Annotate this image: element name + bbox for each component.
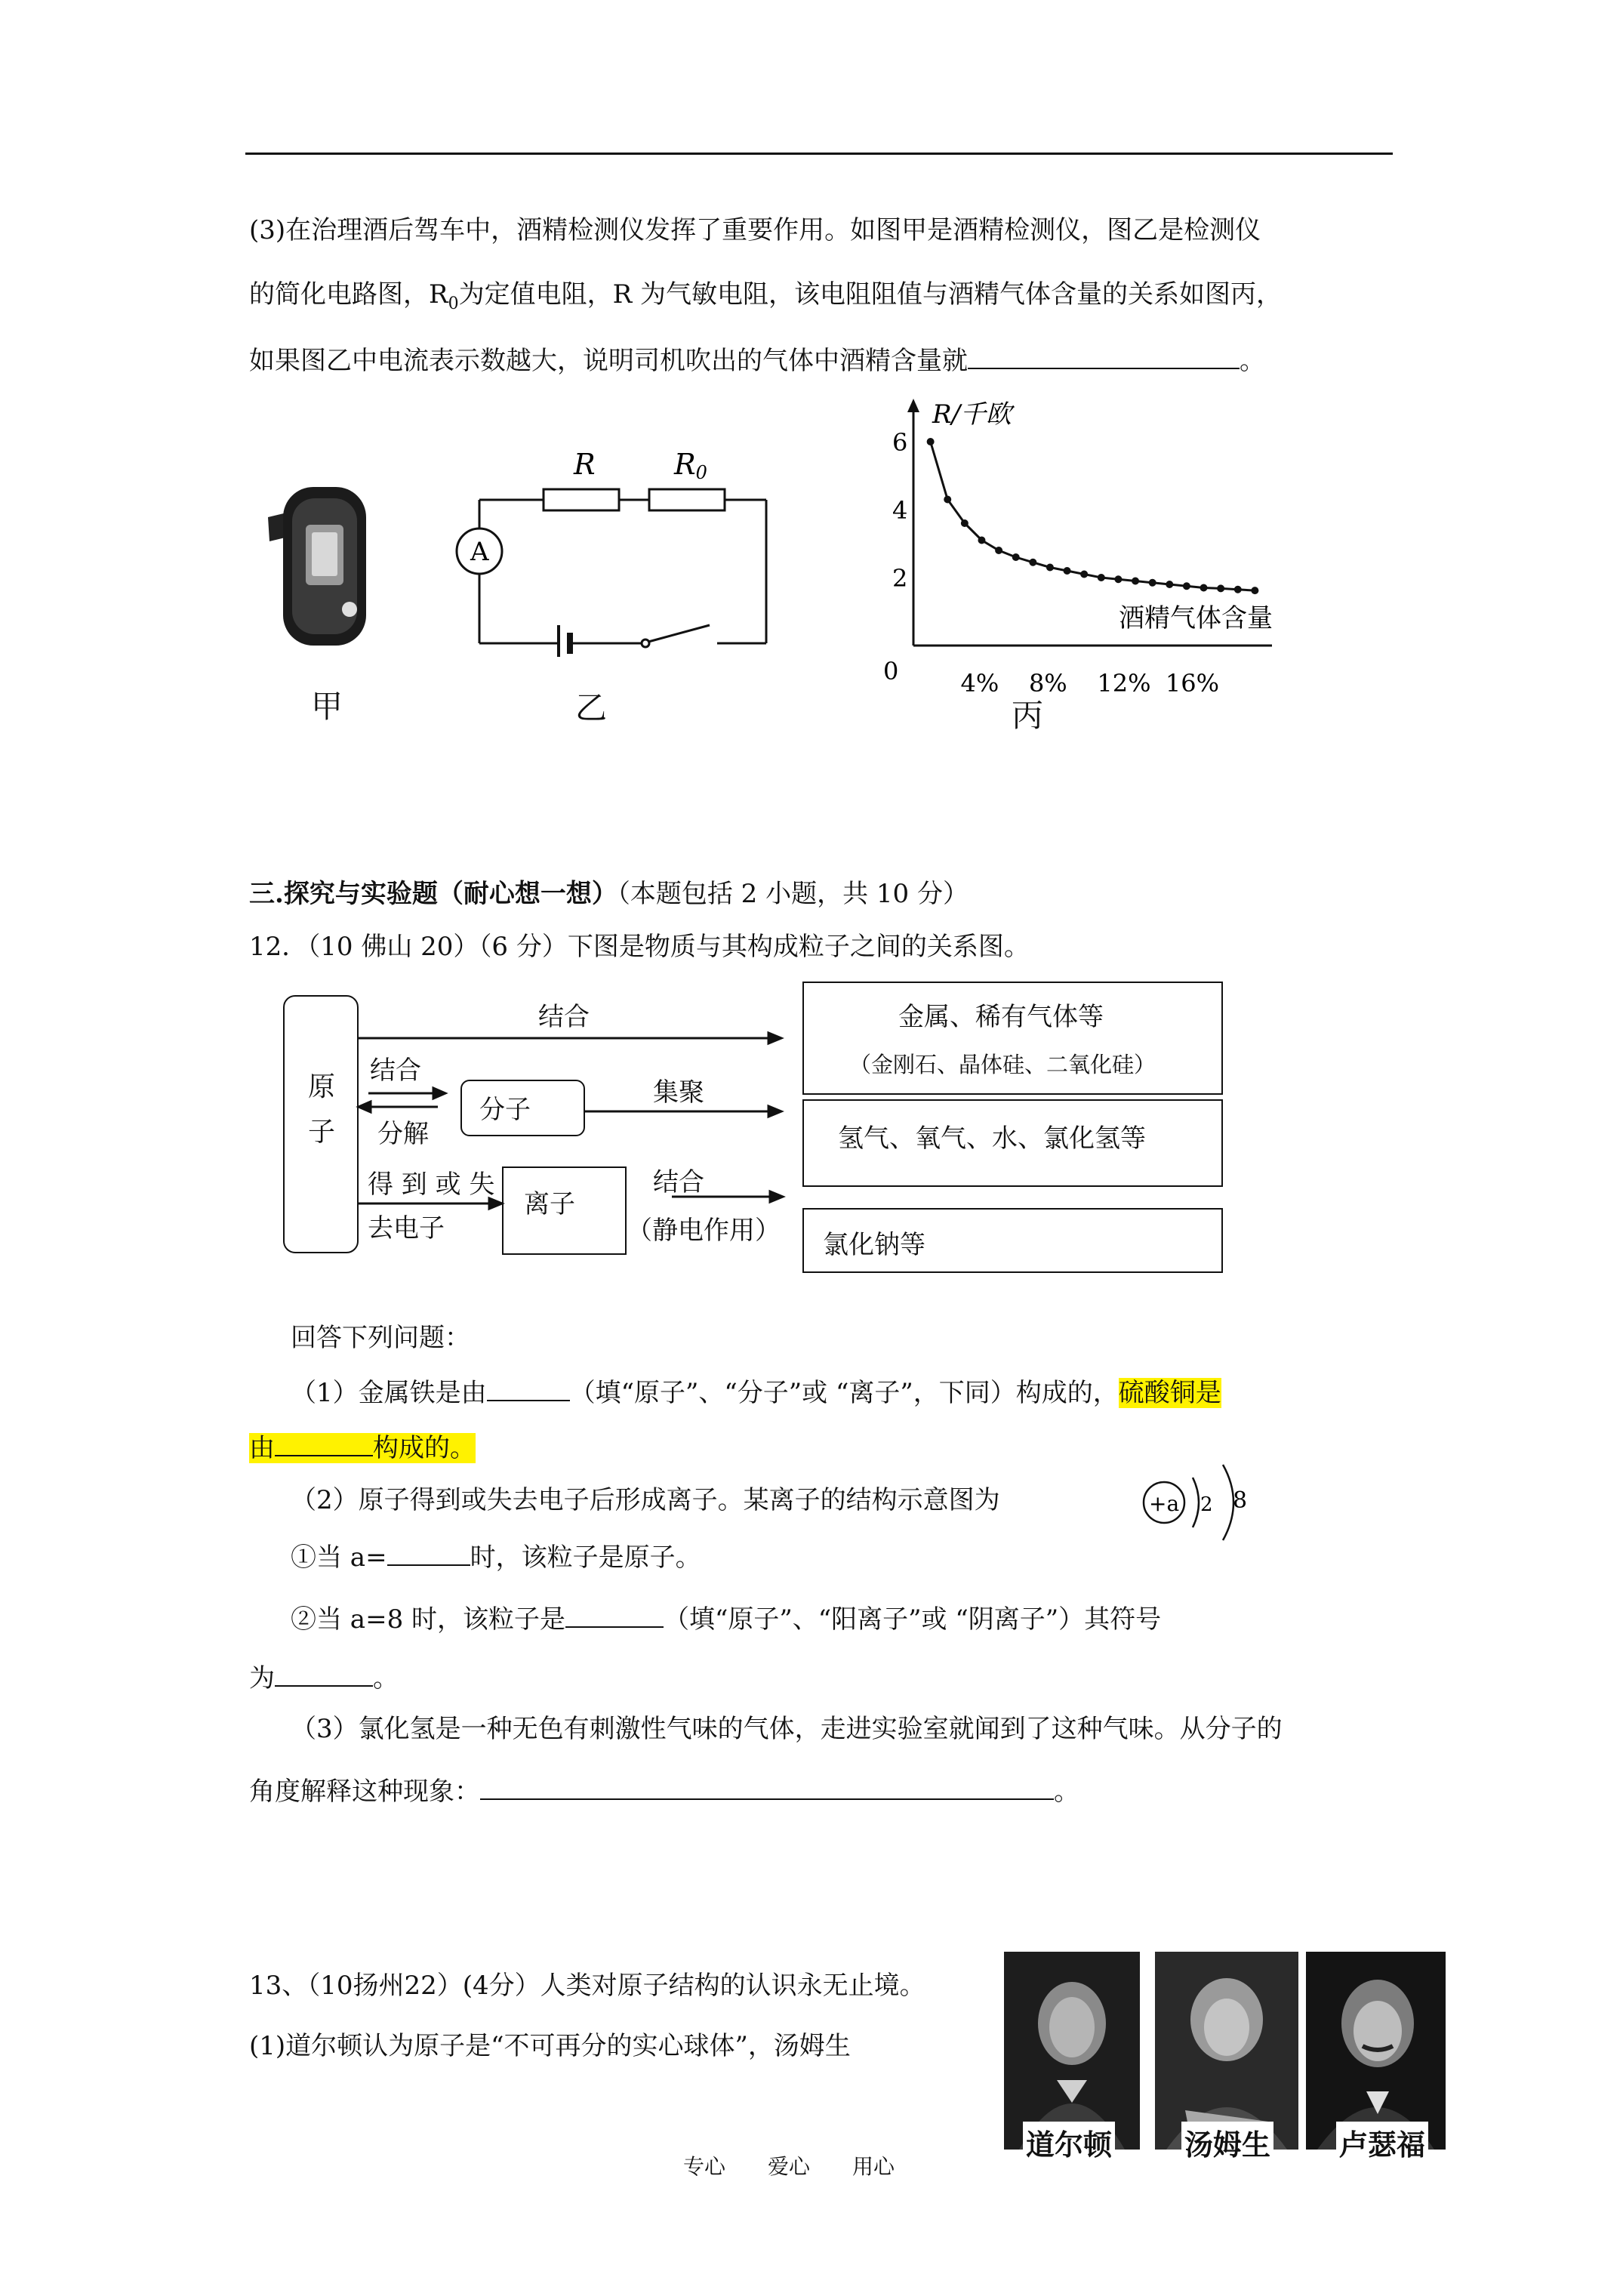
portrait-dalton <box>1004 1952 1140 2150</box>
section3-note: （本题包括 2 小题，共 10 分） <box>617 879 969 909</box>
ion-structure-diagram <box>1132 1461 1268 1544</box>
portrait-photos <box>1004 1952 1449 2162</box>
resistance-chart <box>853 393 1336 747</box>
substance-box-3-text: 氯化钠等 <box>823 1230 925 1260</box>
gather-label: 集聚 <box>653 1077 704 1108</box>
gain-lose-label: 得 到 或 失 <box>368 1170 495 1200</box>
x-tick-label: 12% <box>1097 669 1151 698</box>
fig-label-bing: 丙 <box>1012 697 1044 734</box>
q12-intro: 12．（10 佛山 20）（6 分）下图是物质与其构成粒子之间的关系图。 <box>249 932 1030 962</box>
q12-p3-b: 角度解释这种现象： <box>249 1777 480 1807</box>
q12-p2-2-b: （填“原子”、“阳离子”或 “阴离子”）其符号 <box>664 1604 1162 1635</box>
shell1-electrons: 2 <box>1200 1493 1213 1516</box>
q11-line1: (3)在治理酒后驾车中，酒精检测仪发挥了重要作用。如图甲是酒精检测仪，图乙是检测仪 <box>249 215 1261 245</box>
q12-p2-1-blank[interactable] <box>387 1539 470 1566</box>
q12-p3-line1: （3）氯化氢是一种无色有刺激性气味的气体，走进实验室就闻到了这种气味。从分子的 <box>291 1714 1283 1744</box>
page-footer: 专心 爱心 用心 <box>683 2154 895 2179</box>
decompose-label: 分解 <box>377 1119 429 1149</box>
combine-top-label: 结合 <box>538 1002 590 1032</box>
data-point <box>1234 586 1242 593</box>
section3-title: 三.探究与实验题（耐心想一想） <box>249 879 617 909</box>
x-tick-label: 16% <box>1165 669 1220 698</box>
q11-line3-end: 。 <box>1240 346 1265 376</box>
data-point <box>1251 587 1258 594</box>
shell2-electrons: 8 <box>1233 1487 1248 1514</box>
electrons-label: 去电子 <box>368 1213 445 1244</box>
y-axis-label: R/千欧 <box>932 399 1012 430</box>
data-point <box>1166 581 1173 588</box>
fig-label-jia: 甲 <box>311 688 343 725</box>
resistance-curve <box>931 442 1255 590</box>
data-point <box>1132 578 1139 585</box>
resistor-R0-label: R0 <box>674 448 707 483</box>
q12-p2-1 <box>291 1539 701 1574</box>
portrait-caption-dalton: 道尔顿 <box>1023 2122 1115 2163</box>
nucleus-label: +a <box>1149 1491 1180 1516</box>
y-axis-arrow <box>907 399 919 412</box>
y-tick-label: 6 <box>892 428 908 457</box>
q12-p1-highlight2 <box>249 1433 476 1463</box>
portrait-caption-thomson: 汤姆生 <box>1181 2122 1273 2163</box>
ion-label: 离子 <box>524 1189 575 1219</box>
q12-p1-a: （1）金属铁是由 <box>291 1378 487 1408</box>
q12-p2-1-a: ①当 a= <box>291 1542 387 1573</box>
atom-label-char2: 子 <box>308 1117 336 1148</box>
q11-line2-b: 为定值电阻，R 为气敏电阻，该电阻阻值与酒精气体含量的关系如图丙， <box>458 279 1283 310</box>
y-tick-label: 4 <box>892 496 908 525</box>
q12-p1-highlight1: 硫酸铜是 <box>1118 1378 1221 1408</box>
data-point <box>1080 571 1088 578</box>
origin-label: 0 <box>883 657 899 686</box>
q12-p1-blank1[interactable] <box>487 1374 570 1401</box>
fig-label-yi: 乙 <box>575 689 608 726</box>
q12-p1-blank2[interactable] <box>275 1429 373 1456</box>
x-tick-label: 4% <box>960 669 999 698</box>
data-point <box>1029 559 1036 566</box>
q12-p1-hl2-b: 构成的。 <box>373 1433 476 1463</box>
resistor-R-label: R <box>574 448 596 481</box>
header-rule <box>245 153 1393 155</box>
q13-intro: 13、（10扬州22）(4分）人类对原子结构的认识永无止境。 <box>249 1971 925 2001</box>
breathalyzer-image <box>253 472 389 653</box>
electrostatic-label: （静电作用） <box>627 1216 781 1246</box>
portrait-caption-underline <box>1215 1953 1216 1954</box>
section3-heading <box>249 877 969 911</box>
combine-ion-label: 结合 <box>653 1167 704 1197</box>
q12-p3-blank[interactable] <box>480 1773 1054 1800</box>
q11-line3-text: 如果图乙中电流表示数越大，说明司机吹出的气体中酒精含量就 <box>249 346 968 376</box>
ammeter-label: A <box>470 537 489 567</box>
data-point <box>1183 582 1190 590</box>
data-point <box>978 537 985 544</box>
q12-p2-3-a: 为 <box>249 1663 275 1693</box>
molecule-label: 分子 <box>479 1095 531 1125</box>
data-point <box>1114 575 1122 583</box>
data-point <box>1217 584 1224 592</box>
data-point <box>1064 567 1071 575</box>
data-point <box>1149 579 1156 587</box>
q12-p2-2 <box>291 1601 1161 1636</box>
q12-p2-1-b: 时，该粒子是原子。 <box>470 1542 701 1573</box>
portrait-thomson <box>1155 1952 1298 2150</box>
circuit-diagram <box>445 430 785 657</box>
answer-intro: 回答下列问题： <box>291 1323 470 1353</box>
data-point <box>1046 564 1054 572</box>
data-point <box>1012 553 1020 561</box>
data-point <box>927 438 935 445</box>
data-point <box>1098 574 1105 581</box>
q12-p3-end: 。 <box>1054 1777 1079 1807</box>
q12-p2-3-b: 。 <box>373 1663 399 1693</box>
atom-label <box>308 1065 335 1155</box>
q12-p2-2-a: ②当 a=8 时，该粒子是 <box>291 1604 566 1635</box>
x-axis-label: 酒精气体含量 <box>1119 603 1273 633</box>
q11-line2-sub: 0 <box>448 294 459 313</box>
q12-p1-b: （填“原子”、“分子”或 “离子”，下同）构成的， <box>569 1378 1119 1408</box>
q11-line3 <box>249 342 1265 378</box>
data-point <box>961 519 969 527</box>
q12-p2: （2）原子得到或失去电子后形成离子。某离子的结构示意图为 <box>291 1485 1000 1515</box>
q12-p2-2-blank[interactable] <box>565 1601 664 1628</box>
q11-line2-a: 的简化电路图，R <box>249 279 448 310</box>
substance-box-1-line2: （金刚石、晶体硅、二氧化硅） <box>849 1052 1156 1077</box>
atom-label-char1: 原 <box>308 1071 336 1102</box>
q12-p2-3 <box>249 1660 399 1695</box>
q12-symbol-blank[interactable] <box>275 1660 373 1687</box>
substance-box-1-line1: 金属、稀有气体等 <box>898 1002 1104 1032</box>
q12-p1-line1 <box>291 1374 1221 1410</box>
q12-p3-line2 <box>249 1773 1079 1808</box>
substance-box-2-text: 氢气、氧气、水、氯化氢等 <box>838 1123 1146 1154</box>
q13-p1: (1)道尔顿认为原子是“不可再分的实心球体”，汤姆生 <box>249 2031 851 2061</box>
portrait-caption-rutherford: 卢瑟福 <box>1336 2122 1428 2163</box>
data-point <box>1200 584 1208 592</box>
data-point <box>995 547 1002 554</box>
q12-p1-line2 <box>249 1429 476 1465</box>
x-tick-label: 8% <box>1028 669 1067 698</box>
q11-answer-blank[interactable] <box>968 342 1240 369</box>
y-tick-label: 2 <box>892 564 908 593</box>
q12-p1-hl2-a: 由 <box>249 1433 275 1463</box>
q11-line2 <box>249 278 1282 321</box>
portrait-rutherford <box>1306 1952 1446 2150</box>
data-point <box>944 496 951 504</box>
combine-left-label: 结合 <box>370 1056 421 1086</box>
